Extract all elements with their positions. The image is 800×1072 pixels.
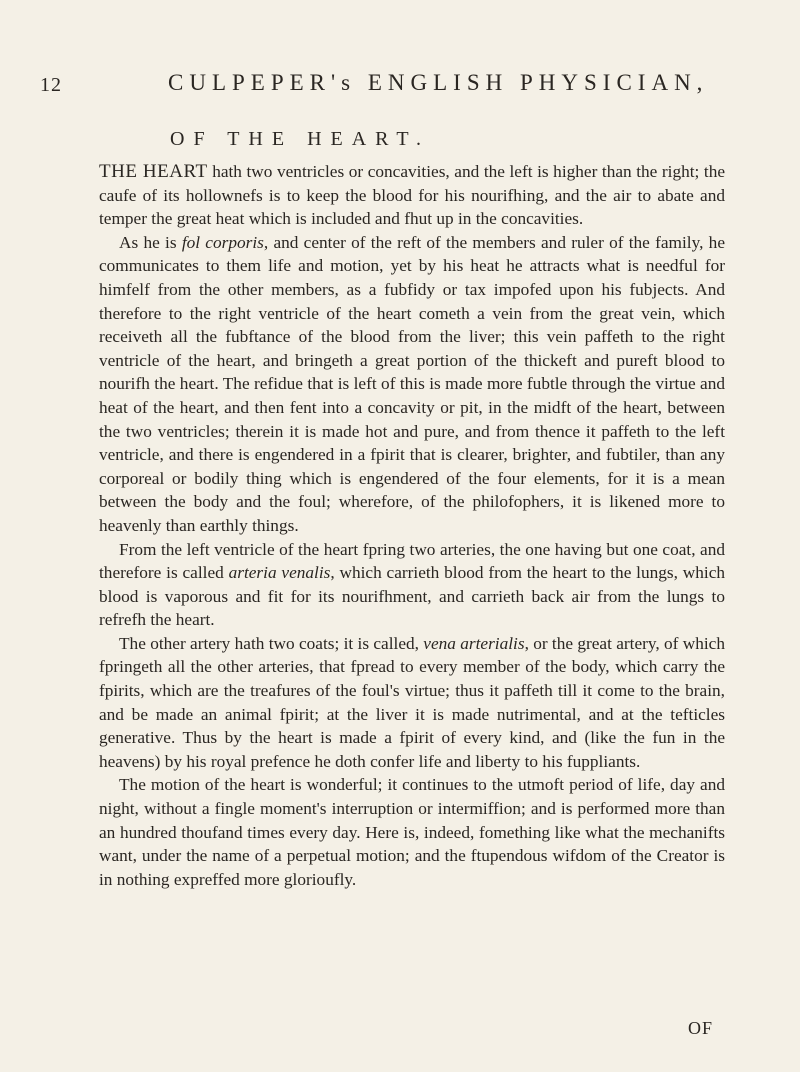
latin-term: fol corporis	[181, 232, 264, 252]
paragraph-text: hath two ventricles or concavities, and the left is higher than the right; the caufe of its hollownefs is to keep the blood for his nourifhing, and the air to abate and temper the great heat which is included and fhut up in the concavities.	[99, 162, 726, 229]
paragraph-text: As he is	[119, 232, 182, 252]
paragraph-text: , or the great artery, of which fpringeth all the other arteries, that fpread to every member of the body, which carry the fpirits, which are the treafures of the foul's virtue; thus it paffeth till it come to the brain, and be made an animal fpirit; at the liver it is made nutrimental, and at the tefticles generative. Thus by the heart is made a fpirit of every kind, and (like the fun in the heavens) by his royal prefence he doth confer life and liberty to his fuppliants.	[99, 633, 725, 771]
paragraph	[99, 538, 725, 632]
paragraph	[99, 773, 725, 891]
latin-term: arteria venalis	[228, 563, 331, 583]
paragraph-lead: THE HEART	[99, 161, 208, 182]
paragraph	[99, 160, 725, 231]
page-number: 12	[40, 74, 62, 96]
latin-term: vena arterialis	[423, 633, 525, 653]
paragraph	[99, 231, 725, 538]
section-heading: OF THE HEART.	[170, 128, 431, 150]
body-text	[99, 160, 725, 891]
running-head	[40, 70, 760, 100]
paragraph-text: , and center of the reft of the members and ruler of the family, he communicates to them life and motion, yet by his heat he attracts what is needful for himfelf from the other members, as a fubfidy or tax impofed upon his fubjects. And therefore to the right ventricle of the heart cometh a vein from the great vein, which receiveth all the fubftance of the blood from the liver; this vein paffeth to the right ventricle of the heart, and bringeth a great portion of the thickeft and pureft blood to nourifh the heart. The refidue that is left of this is made more fubtle through the virtue and heat of the heart, and then fent into a concavity or pit, in the midft of the heart, between the two ventricles; therein it is made hot and pure, and from thence it paffeth to the left ventricle, and there is engendered in a fpirit that is clearer, brighter, and fubtiler, than any corporeal or bodily thing which is engendered of the four elements, for it is a mean between the body and the foul; wherefore, of the philofophers, it is likened more to heavenly than earthly things.	[99, 232, 725, 535]
paragraph-text: , which carrieth blood from the heart to the lungs, which blood is vaporous and fit for its nourifhment, and carrieth back air from the lungs to refrefh the heart.	[99, 563, 725, 630]
paragraph-text: The other artery hath two coats; it is called,	[119, 633, 424, 653]
catchword: OF	[688, 1018, 714, 1038]
running-title: CULPEPER's ENGLISH PHYSICIAN,	[168, 70, 709, 95]
paragraph-text: From the left ventricle of the heart fpring two arteries, the one having but one coat, and therefore is called	[99, 539, 725, 583]
paragraph	[99, 632, 725, 774]
paragraph-text: The motion of the heart is wonderful; it continues to the utmoft period of life, day and night, without a fingle moment's interruption or intermiffion; and is performed more than an hundred thoufand times every day. Here is, indeed, fomething like what the mechanifts want, under the name of a perpetual motion; and the ftupendous wifdom of the Creator is in nothing expreffed more glorioufly.	[99, 775, 725, 889]
